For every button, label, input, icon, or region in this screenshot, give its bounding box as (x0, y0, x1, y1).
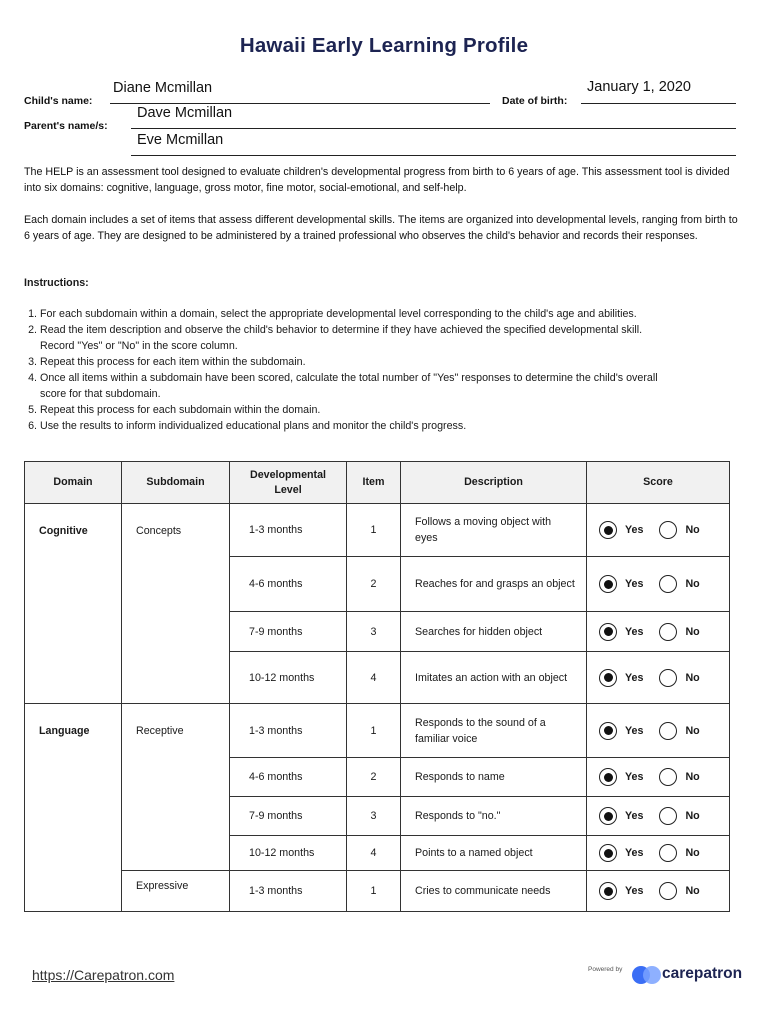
carepatron-link[interactable]: https://Carepatron.com (32, 967, 175, 983)
description-cell: Responds to name (401, 758, 587, 797)
instruction-step: 5. Repeat this process for each subdomain within the domain. (40, 402, 762, 418)
instruction-step: 3. Repeat this process for each item within the subdomain. (40, 354, 762, 370)
header-subdomain: Subdomain (122, 462, 230, 504)
item-cell: 1 (347, 504, 401, 557)
intro-paragraph-2: Each domain includes a set of items that assess different developmental skills. The items are organized into developmental levels, ranging from birth to 6 years of age. They are designed to be administered by a trained professional who observes the child's behavior and records their responses. (24, 214, 738, 242)
level-cell: 7-9 months (230, 612, 347, 652)
instructions-list (24, 306, 762, 434)
item-cell: 1 (347, 704, 401, 758)
level-cell: 7-9 months (230, 797, 347, 836)
description-cell: Points to a named object (401, 836, 587, 871)
level-cell: 1-3 months (230, 704, 347, 758)
help-assessment-table (24, 461, 730, 912)
no-radio[interactable] (659, 623, 677, 641)
yes-radio[interactable] (599, 623, 617, 641)
carepatron-logo-text: carepatron (662, 965, 743, 982)
score-cell (587, 612, 730, 652)
yes-label: Yes (625, 724, 644, 737)
dob-label: Date of birth: (502, 95, 568, 107)
table-row (25, 871, 730, 912)
no-label: No (685, 671, 700, 684)
domain-cognitive: Cognitive (25, 504, 122, 704)
description-cell: Responds to "no." (401, 797, 587, 836)
no-label: No (685, 847, 700, 859)
parent-name-1[interactable]: Dave Mcmillan (137, 105, 233, 121)
item-cell: 4 (347, 836, 401, 871)
powered-by-text: Powered by (588, 966, 623, 973)
yes-label: Yes (625, 810, 644, 822)
subdomain-concepts: Concepts (122, 504, 230, 704)
item-cell: 3 (347, 797, 401, 836)
subdomain-expressive: Expressive (122, 871, 230, 912)
no-radio[interactable] (659, 521, 677, 539)
level-cell: 10-12 months (230, 836, 347, 871)
dob-value[interactable]: January 1, 2020 (587, 79, 691, 95)
level-cell: 1-3 months (230, 504, 347, 557)
yes-radio[interactable] (599, 669, 617, 687)
instructions-title: Instructions: (24, 277, 89, 289)
score-cell (587, 652, 730, 704)
yes-radio[interactable] (599, 722, 617, 740)
instruction-step: 4. Once all items within a subdomain have been scored, calculate the total number of "Yes" responses to determine the child's overall score for that subdomain. (40, 370, 762, 402)
child-name-label: Child's name: (24, 95, 93, 107)
parent-line-1 (131, 128, 736, 129)
score-cell (587, 557, 730, 612)
yes-radio[interactable] (599, 807, 617, 825)
no-radio[interactable] (659, 807, 677, 825)
no-radio[interactable] (659, 575, 677, 593)
no-label: No (685, 578, 700, 590)
parent-line-2 (131, 155, 736, 156)
item-cell: 1 (347, 871, 401, 912)
description-cell: Searches for hidden object (401, 612, 587, 652)
table-row (25, 504, 730, 557)
description-cell: Follows a moving object with eyes (401, 504, 587, 557)
description-cell: Responds to the sound of a familiar voice (401, 704, 587, 758)
no-radio[interactable] (659, 882, 677, 900)
child-name-value[interactable]: Diane Mcmillan (113, 80, 213, 96)
yes-radio[interactable] (599, 575, 617, 593)
parent-name-label: Parent's name/s: (24, 120, 108, 132)
score-cell (587, 758, 730, 797)
header-developmental-level: Developmental Level (230, 462, 347, 504)
score-cell (587, 836, 730, 871)
description-cell: Imitates an action with an object (401, 652, 587, 704)
no-radio[interactable] (659, 669, 677, 687)
level-cell: 10-12 months (230, 652, 347, 704)
no-label: No (685, 724, 700, 737)
item-cell: 3 (347, 612, 401, 652)
no-radio[interactable] (659, 768, 677, 786)
domain-language: Language (25, 704, 122, 912)
yes-label: Yes (625, 578, 644, 590)
no-label: No (685, 810, 700, 822)
level-cell: 4-6 months (230, 758, 347, 797)
yes-label: Yes (625, 885, 644, 897)
header-item: Item (347, 462, 401, 504)
dob-line (581, 103, 736, 104)
yes-label: Yes (625, 625, 644, 638)
score-cell (587, 871, 730, 912)
table-row (25, 704, 730, 758)
yes-label: Yes (625, 771, 644, 783)
yes-radio[interactable] (599, 882, 617, 900)
no-label: No (685, 771, 700, 783)
table-header-row (25, 462, 730, 504)
level-cell: 4-6 months (230, 557, 347, 612)
page-title: Hawaii Early Learning Profile (239, 34, 529, 57)
no-label: No (685, 524, 700, 536)
no-label: No (685, 885, 700, 897)
header-domain: Domain (25, 462, 122, 504)
header-score: Score (587, 462, 730, 504)
no-label: No (685, 625, 700, 638)
yes-radio[interactable] (599, 521, 617, 539)
no-radio[interactable] (659, 844, 677, 862)
child-name-line (110, 103, 490, 104)
description-cell: Reaches for and grasps an object (401, 557, 587, 612)
level-cell: 1-3 months (230, 871, 347, 912)
score-cell (587, 797, 730, 836)
yes-label: Yes (625, 671, 644, 684)
yes-radio[interactable] (599, 768, 617, 786)
no-radio[interactable] (659, 722, 677, 740)
score-cell (587, 704, 730, 758)
score-cell (587, 504, 730, 557)
item-cell: 4 (347, 652, 401, 704)
header-description: Description (401, 462, 587, 504)
parent-name-2[interactable]: Eve Mcmillan (137, 132, 224, 148)
instruction-step: 2. Read the item description and observe the child's behavior to determine if they have achieved the specified developmental skill. Record "Yes" or "No" in the score column. (40, 322, 762, 354)
item-cell: 2 (347, 758, 401, 797)
yes-radio[interactable] (599, 844, 617, 862)
intro-paragraph-1: The HELP is an assessment tool designed to evaluate children's developmental progress from birth to 6 years of age. This assessment tool is divided into six domains: cognitive, language, gross motor, fine motor, social-emotional, and self-help. (24, 166, 730, 194)
subdomain-receptive: Receptive (122, 704, 230, 871)
yes-label: Yes (625, 524, 644, 536)
instruction-step: 6. Use the results to inform individualized educational plans and monitor the child's progress. (40, 418, 762, 434)
description-cell: Cries to communicate needs (401, 871, 587, 912)
carepatron-logo-icon (631, 964, 665, 986)
item-cell: 2 (347, 557, 401, 612)
yes-label: Yes (625, 847, 644, 859)
instruction-step: 1. For each subdomain within a domain, select the appropriate developmental level corresponding to the child's age and abilities. (40, 306, 762, 322)
